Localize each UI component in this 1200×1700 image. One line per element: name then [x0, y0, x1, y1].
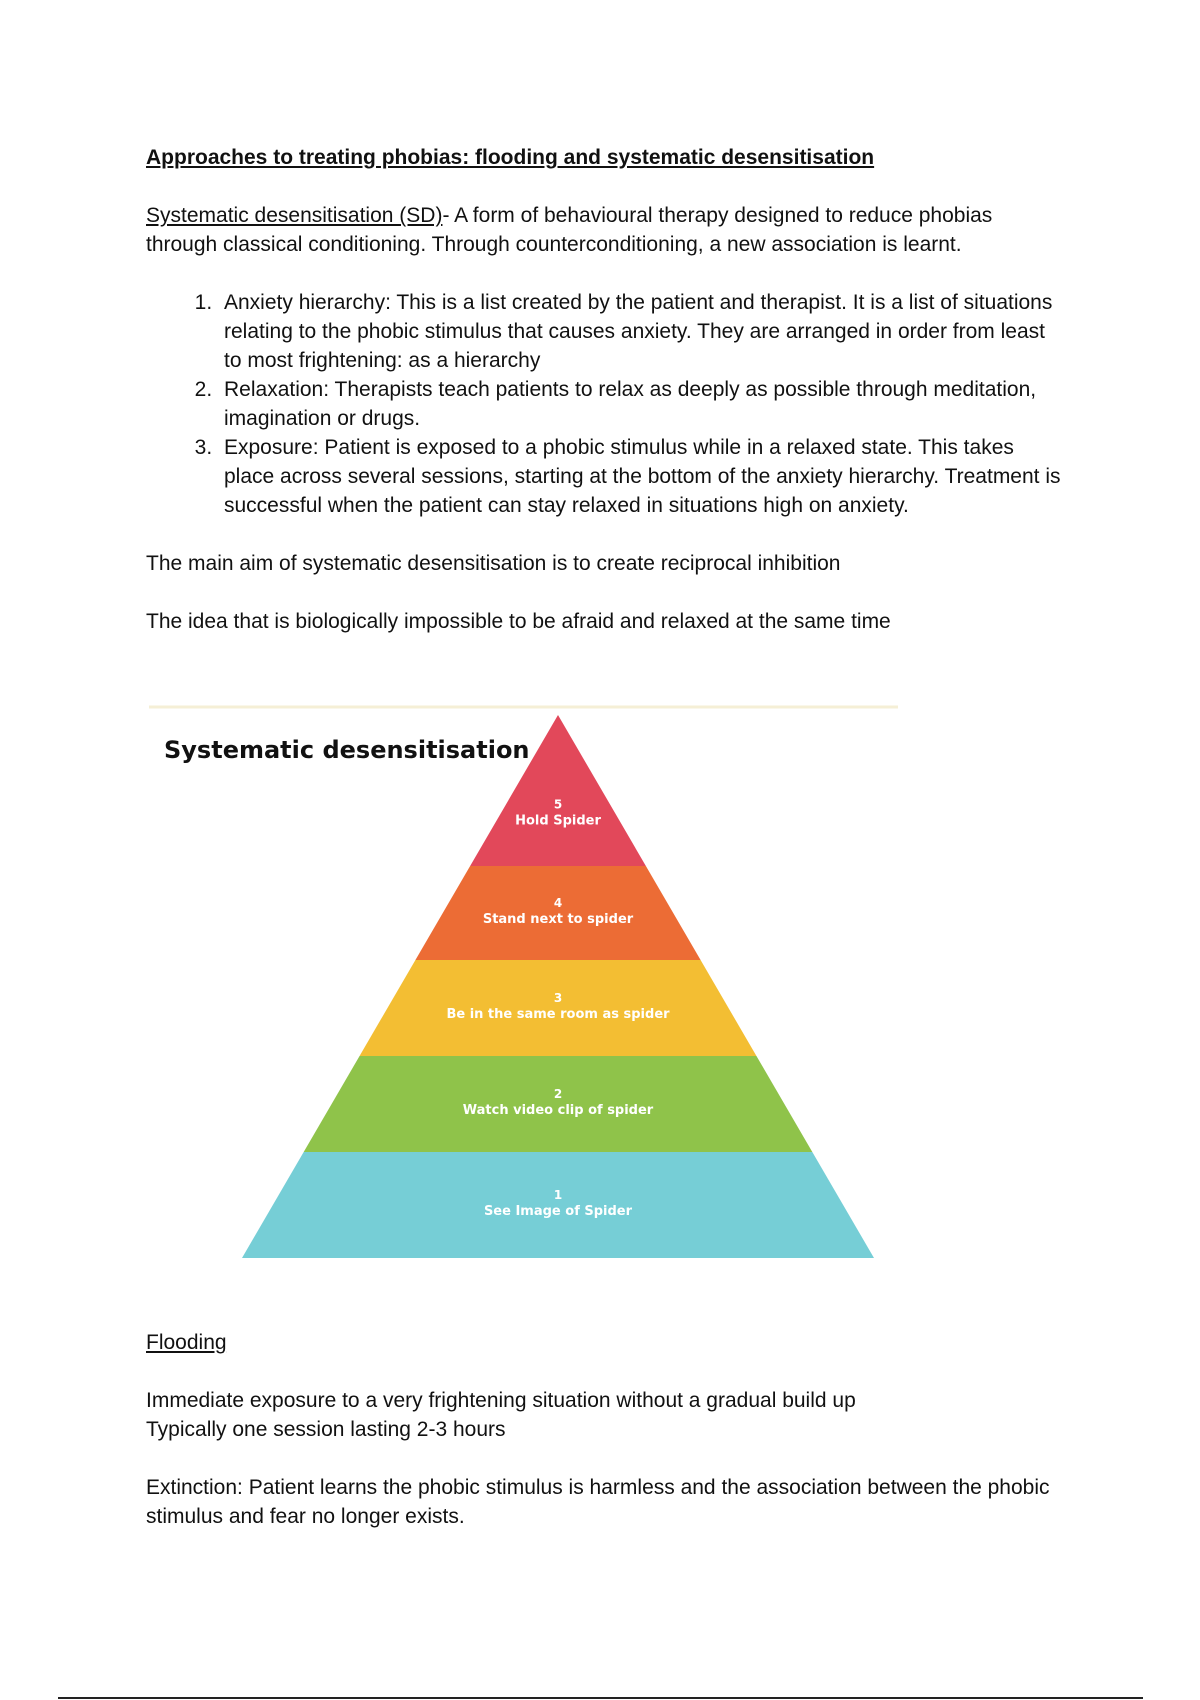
list-item: 1. Anxiety hierarchy: This is a list created by the patient and therapist. It is a list of situations relating to the phobic stimulus that causes anxiety. They are arranged in order from least to most frightening: as a hierarchy [218, 288, 1066, 375]
pyramid-level-number: 1 [553, 1188, 563, 1202]
pyramid-level-number: 3 [553, 991, 563, 1005]
flooding-line-2: Typically one session lasting 2-3 hours [146, 1418, 506, 1441]
pyramid-level-label: Hold Spider [515, 813, 601, 829]
pyramid-level-number: 5 [553, 797, 563, 812]
list-item: 3. Exposure: Patient is exposed to a phobic stimulus while in a relaxed state. This takes place across several sessions, starting at the bottom of the anxiety hierarchy. Treatment is successful when the patient can stay relaxed in situations high on anxiety. [218, 433, 1066, 520]
pyramid-levels [242, 715, 874, 1258]
flooding-section [146, 1328, 1066, 1531]
list-item: 2. Relaxation: Therapists teach patients to relax as deeply as possible through meditation, imagination or drugs. [218, 375, 1066, 433]
page-bottom-rule [58, 1697, 1143, 1699]
pyramid-level-number: 2 [553, 1087, 563, 1101]
flooding-line-1: Immediate exposure to a very frightening situation without a gradual build up [146, 1389, 856, 1412]
sd-steps-list [146, 288, 1066, 520]
flooding-heading: Flooding [146, 1331, 227, 1354]
pyramid-figure [146, 700, 906, 1270]
sd-intro-paragraph [146, 201, 1066, 259]
extinction-text: Extinction: Patient learns the phobic stimulus is harmless and the association between the phobic stimulus and fear no longer exists. [146, 1476, 1050, 1528]
document-body [146, 143, 1066, 636]
idea-text: The idea that is biologically impossible to be afraid and relaxed at the same time [146, 610, 891, 633]
sd-term: Systematic desensitisation (SD) [146, 204, 443, 227]
document-title: Approaches to treating phobias: flooding and systematic desensitisation [146, 146, 875, 169]
sd-definition: - A form of behavioural therapy designed to reduce phobias through classical conditioning. Through counterconditioning, a new association is learnt. [146, 204, 993, 256]
pyramid-level-label: Stand next to spider [482, 912, 634, 927]
pyramid-title: Systematic desensitisation [164, 736, 530, 764]
pyramid-level-label: Be in the same room as spider [446, 1007, 670, 1022]
pyramid-diagram [146, 700, 906, 1270]
main-aim-text: The main aim of systematic desensitisation is to create reciprocal inhibition [146, 552, 841, 575]
pyramid-level-label: Watch video clip of spider [462, 1103, 654, 1118]
pyramid-level-label: See Image of Spider [483, 1204, 633, 1219]
pyramid-level-number: 4 [553, 896, 563, 910]
